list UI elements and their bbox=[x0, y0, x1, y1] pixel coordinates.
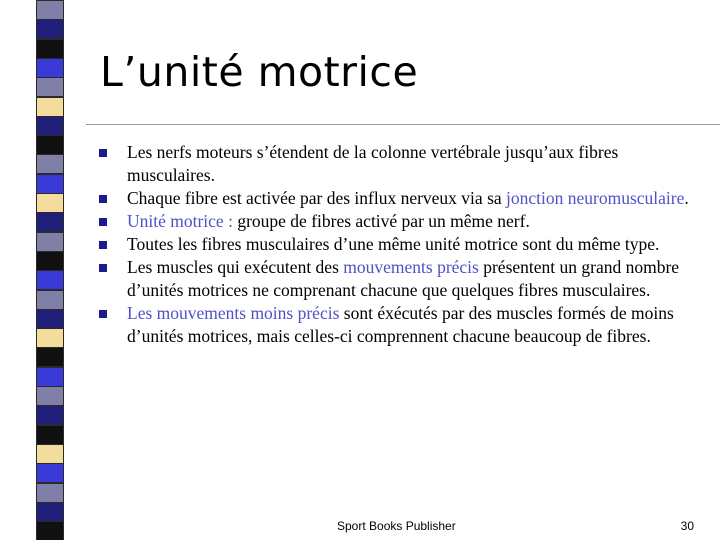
bullet-text: sont éxécutés par des muscles formés de moins d’unités motrices, mais celles-ci comprennent chacune beaucoup de fibres. bbox=[127, 303, 674, 346]
page-number: 30 bbox=[680, 519, 694, 533]
footer-publisher: Sport Books Publisher bbox=[337, 519, 456, 533]
square-bullet-icon bbox=[99, 310, 107, 318]
strip-block bbox=[36, 58, 64, 78]
square-bullet-icon bbox=[99, 241, 107, 249]
square-bullet-icon bbox=[99, 149, 107, 157]
bullet-text: groupe de fibres activé par un même nerf. bbox=[232, 211, 530, 231]
strip-block bbox=[36, 444, 64, 464]
bullet-text: . bbox=[684, 188, 689, 208]
title-divider bbox=[86, 124, 720, 125]
bullet-text: Les muscles qui exécutent des bbox=[127, 257, 344, 277]
strip-block bbox=[36, 97, 64, 117]
strip-block bbox=[36, 463, 64, 483]
strip-block bbox=[36, 270, 64, 290]
strip-block bbox=[36, 367, 64, 387]
strip-block bbox=[36, 193, 64, 213]
strip-block bbox=[36, 232, 64, 252]
bullet-item bbox=[99, 141, 705, 187]
bullet-text: Chaque fibre est activée par des influx nerveux via sa bbox=[127, 188, 507, 208]
slide-title: L’unité motrice bbox=[100, 48, 419, 96]
bullet-text: Toutes les fibres musculaires d’une même unité motrice sont du même type. bbox=[127, 234, 660, 254]
strip-block bbox=[36, 521, 64, 540]
highlighted-term: Les mouvements moins précis bbox=[127, 303, 340, 323]
bullet-text: Les nerfs moteurs s’étendent de la colonne vertébrale jusqu’aux fibres musculaires. bbox=[127, 142, 619, 185]
highlighted-term: jonction neuromusculaire bbox=[506, 188, 685, 208]
strip-block bbox=[36, 39, 64, 59]
strip-block bbox=[36, 328, 64, 348]
strip-block bbox=[36, 347, 64, 367]
strip-block bbox=[36, 19, 64, 39]
square-bullet-icon bbox=[99, 195, 107, 203]
bullet-item bbox=[99, 302, 705, 348]
decorative-block-strip bbox=[36, 0, 64, 540]
strip-block bbox=[36, 425, 64, 445]
bullet-text: présentent un grand nombre d’unités motrices ne comprenant chacune que quelques fibres musculaires. bbox=[127, 257, 680, 300]
square-bullet-icon bbox=[99, 264, 107, 272]
strip-block bbox=[36, 154, 64, 174]
strip-block bbox=[36, 174, 64, 194]
bullet-item bbox=[99, 210, 705, 233]
highlighted-term: Unité motrice : bbox=[127, 211, 233, 231]
strip-block bbox=[36, 309, 64, 329]
strip-block bbox=[36, 116, 64, 136]
strip-block bbox=[36, 405, 64, 425]
strip-block bbox=[36, 0, 64, 20]
strip-block bbox=[36, 290, 64, 310]
strip-block bbox=[36, 77, 64, 97]
strip-block bbox=[36, 212, 64, 232]
bullet-item bbox=[99, 187, 705, 210]
strip-block bbox=[36, 251, 64, 271]
bullet-item bbox=[99, 233, 705, 256]
bullet-item bbox=[99, 256, 705, 302]
strip-block bbox=[36, 483, 64, 503]
strip-block bbox=[36, 135, 64, 155]
strip-block bbox=[36, 386, 64, 406]
highlighted-term: mouvements précis bbox=[343, 257, 479, 277]
strip-block bbox=[36, 502, 64, 522]
square-bullet-icon bbox=[99, 218, 107, 226]
bullet-list bbox=[99, 141, 705, 348]
